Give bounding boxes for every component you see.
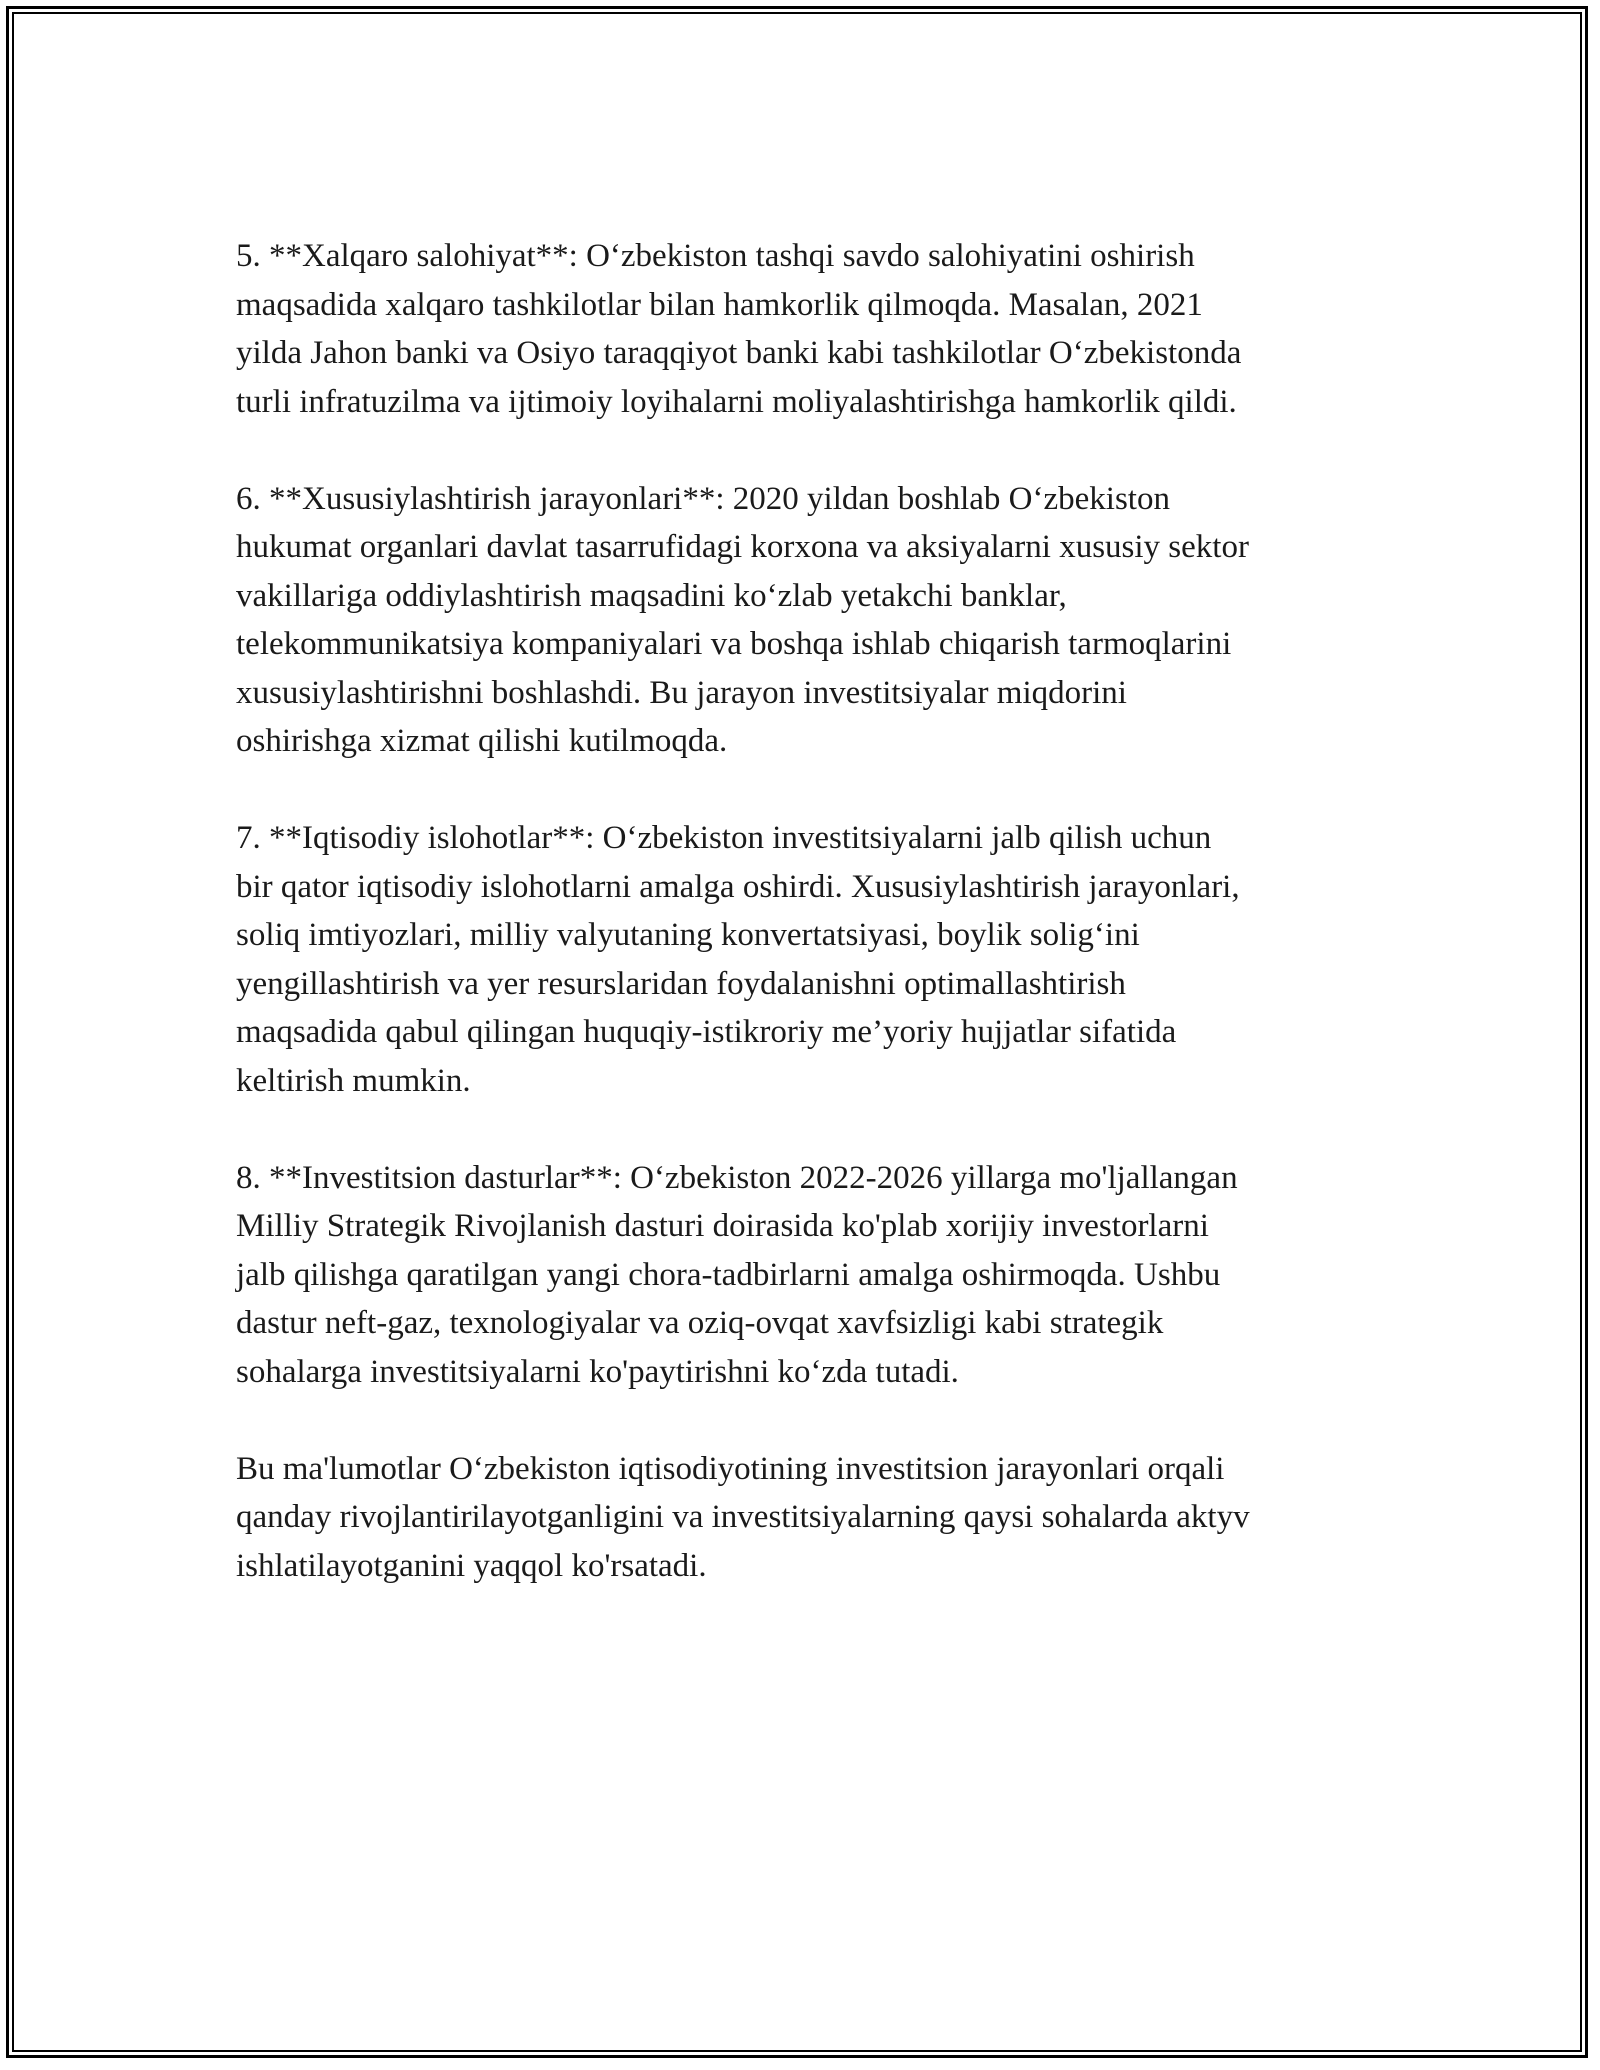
document-body <box>236 232 1376 1639</box>
paragraph-conclusion: Bu ma'lumotlar O‘zbekiston iqtisodiyotining investitsion jarayonlari orqali qanday rivojlantirilayotganligini va investitsiyalarning qaysi sohalarda aktyv ishlatilayotganini yaqqol ko'rsatadi. <box>236 1450 1250 1584</box>
paragraph-xususiylashtirish: 6. **Xususiylashtirish jarayonlari**: 2020 yildan boshlab O‘zbekiston hukumat organlari davlat tasarrufidagi korxona va aksiyalarni xususiy sektor vakillariga oddiylashtirish maqsadini ko‘zlab yetakchi banklar, telekommunikatsiya kompaniyalari va boshqa ishlab chiqarish tarmoqlarini xususiylashtirishni boshlashdi. Bu jarayon investitsiyalar miqdorini oshirishga xizmat qilishi kutilmoqda. <box>236 480 1249 759</box>
paragraph-investitsion-dasturlar: 8. **Investitsion dasturlar**: O‘zbekiston 2022-2026 yillarga mo'ljallangan Milliy Strategik Rivojlanish dasturi doirasida ko'plab xorijiy investorlarni jalb qilishga qaratilgan yangi chora-tadbirlarni amalga oshirmoqda. Ushbu dastur neft-gaz, texnologiyalar va oziq-ovqat xavfsizligi kabi strategik sohalarga investitsiyalarni ko'paytirishni ko‘zda tutadi. <box>236 1159 1238 1390</box>
paragraph-xalqaro-salohiyat: 5. **Xalqaro salohiyat**: O‘zbekiston tashqi savdo salohiyatini oshirish maqsadida xalqaro tashkilotlar bilan hamkorlik qilmoqda. Masalan, 2021 yilda Jahon banki va Osiyo taraqqiyot banki kabi tashkilotlar O‘zbekistonda turli infratuzilma va ijtimoiy loyihalarni moliyalashtirishga hamkorlik qildi. <box>236 238 1242 420</box>
paragraph-iqtisodiy-islohotlar: 7. **Iqtisodiy islohotlar**: O‘zbekiston investitsiyalarni jalb qilish uchun bir qator iqtisodiy islohotlarni amalga oshirdi. Xususiylashtirish jarayonlari, soliq imtiyozlari, milliy valyutaning konvertatsiyasi, boylik solig‘ini yengillashtirish va yer resurslaridan foydalanishni optimallashtirish maqsadida qabul qilingan huquqiy-istikroriy me’yoriy hujjatlar sifatida keltirish mumkin. <box>236 820 1240 1099</box>
